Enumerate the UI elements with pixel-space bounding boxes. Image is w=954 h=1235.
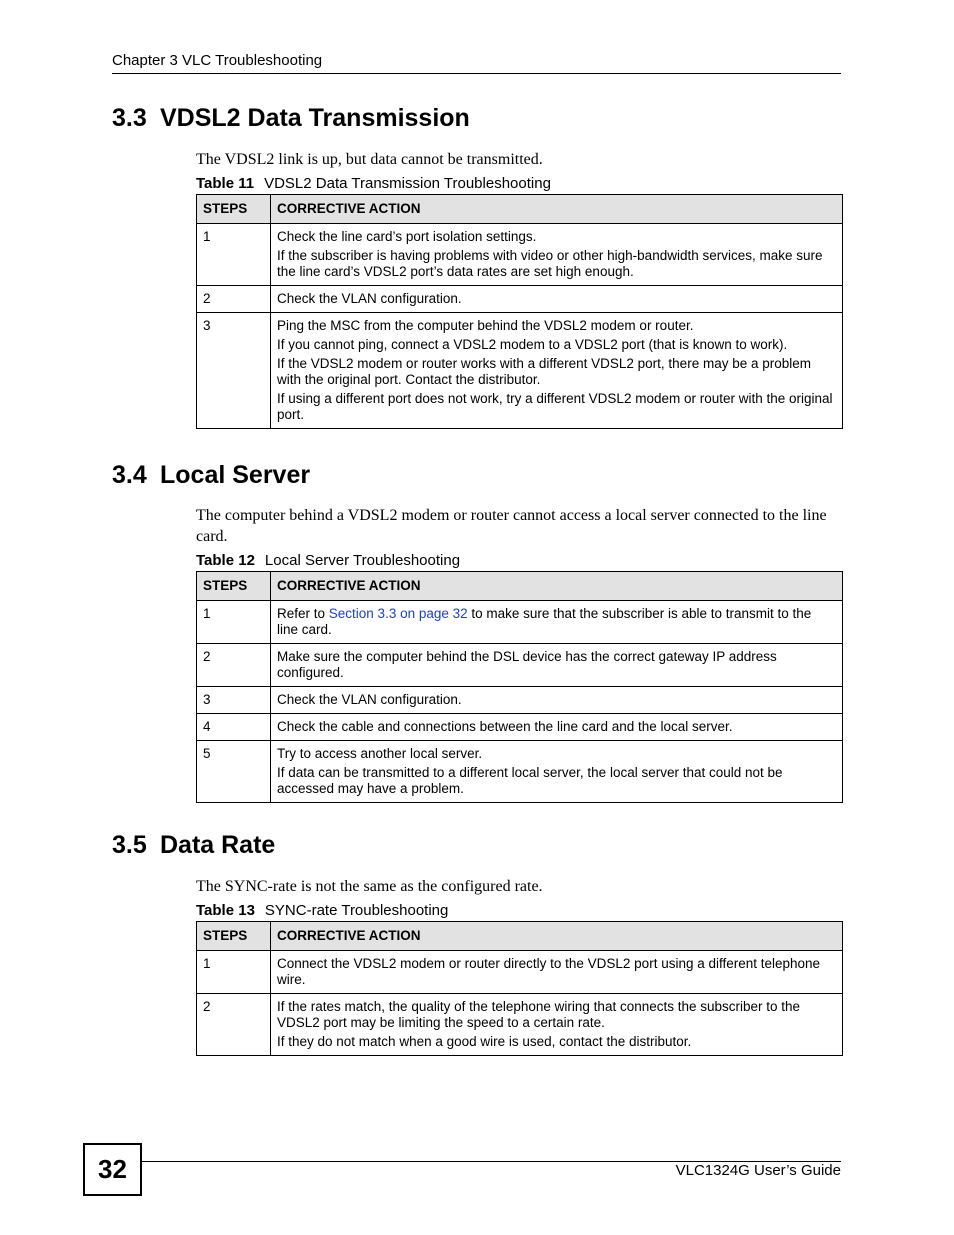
chapter-title: Chapter 3 VLC Troubleshooting [112, 52, 323, 69]
section-intro-3-4: The computer behind a VDSL2 modem or router cannot access a local server connected to the line card. [196, 507, 827, 545]
table-row [197, 286, 843, 313]
corrective-action: If the rates match, the quality of the telephone wiring that connects the subscriber to the VDSL2 port may be limiting the speed to a certain rate. If they do not match when a good wire is used, contact the distributor. [271, 994, 843, 1056]
section-title-3-3: 3.3 VDSL2 Data Transmission [112, 104, 470, 132]
section-title-3-4: 3.4 Local Server [112, 461, 311, 489]
corrective-action: Check the VLAN configuration. [271, 286, 843, 313]
guide-title: VLC1324G User’s Guide [675, 1162, 841, 1179]
col-steps: STEPS [197, 922, 271, 951]
step-number: 2 [197, 286, 271, 313]
troubleshooting-table-12 [196, 571, 843, 803]
corrective-action: Try to access another local server. If data can be transmitted to a different local server, the local server that could not be accessed may have a problem. [271, 741, 843, 803]
corrective-action: Make sure the computer behind the DSL device has the correct gateway IP address configured. [271, 644, 843, 687]
corrective-action: Refer to Section 3.3 on page 32 to make sure that the subscriber is able to transmit to the line card. [271, 601, 843, 644]
corrective-action: Check the cable and connections between the line card and the local server. [271, 714, 843, 741]
step-number: 2 [197, 994, 271, 1056]
table-row [197, 994, 843, 1056]
troubleshooting-table-11 [196, 194, 843, 429]
table-row [197, 741, 843, 803]
section-intro-3-5: The SYNC-rate is not the same as the configured rate. [196, 878, 543, 895]
section-3-3-link[interactable]: Section 3.3 on page 32 [328, 606, 468, 621]
corrective-action: Connect the VDSL2 modem or router directly to the VDSL2 port using a different telephone wire. [271, 951, 843, 994]
section-title-3-5: 3.5 Data Rate [112, 831, 276, 859]
step-number: 1 [197, 601, 271, 644]
table-row [197, 687, 843, 714]
table-caption-13: Table 13 SYNC-rate Troubleshooting [196, 902, 449, 919]
table-row [197, 601, 843, 644]
col-corrective-action: CORRECTIVE ACTION [271, 922, 843, 951]
table-row [197, 224, 843, 286]
col-steps: STEPS [197, 195, 271, 224]
step-number: 3 [197, 687, 271, 714]
col-steps: STEPS [197, 572, 271, 601]
col-corrective-action: CORRECTIVE ACTION [271, 195, 843, 224]
running-header [112, 52, 841, 74]
step-number: 2 [197, 644, 271, 687]
table-row [197, 951, 843, 994]
corrective-action: Check the VLAN configuration. [271, 687, 843, 714]
table-header-row [197, 922, 843, 951]
table-row [197, 644, 843, 687]
table-row [197, 714, 843, 741]
table-row [197, 313, 843, 429]
step-number: 4 [197, 714, 271, 741]
corrective-action: Ping the MSC from the computer behind the VDSL2 modem or router. If you cannot ping, connect a VDSL2 modem to a VDSL2 port (that is known to work). If the VDSL2 modem or router works with a different VDSL2 port, there may be a problem with the original port. Contact the distributor. If using a different port does not work, try a different VDSL2 modem or router with the original port. [271, 313, 843, 429]
section-intro-3-3: The VDSL2 link is up, but data cannot be transmitted. [196, 151, 543, 168]
troubleshooting-table-13 [196, 921, 843, 1056]
table-caption-11: Table 11 VDSL2 Data Transmission Troubleshooting [196, 175, 551, 192]
table-caption-12: Table 12 Local Server Troubleshooting [196, 552, 461, 569]
page-number: 32 [83, 1143, 142, 1196]
table-header-row [197, 572, 843, 601]
step-number: 1 [197, 951, 271, 994]
step-number: 1 [197, 224, 271, 286]
step-number: 5 [197, 741, 271, 803]
step-number: 3 [197, 313, 271, 429]
corrective-action: Check the line card’s port isolation settings. If the subscriber is having problems with video or other high-bandwidth services, make sure the line card’s VDSL2 port’s data rates are set high enough. [271, 224, 843, 286]
table-header-row [197, 195, 843, 224]
col-corrective-action: CORRECTIVE ACTION [271, 572, 843, 601]
